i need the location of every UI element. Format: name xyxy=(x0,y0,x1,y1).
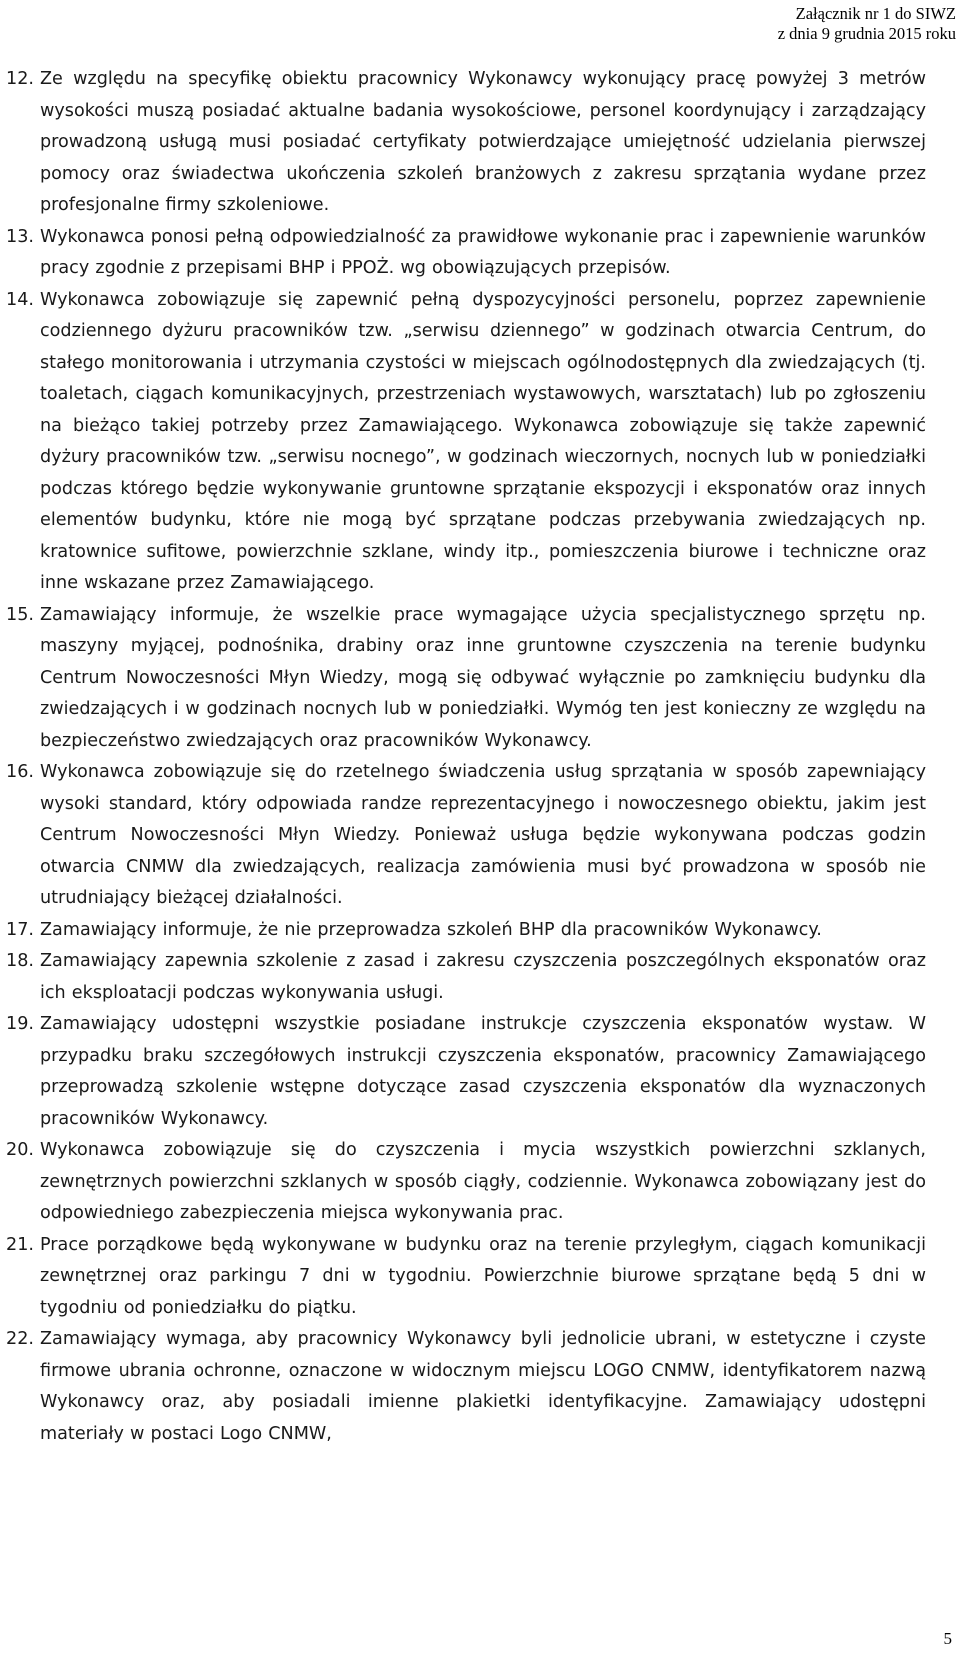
list-item-text: Ze względu na specyfikę obiektu pracownicy Wykonawcy wykonujący pracę powyżej 3 metrów wysokości muszą posiadać aktualne badania wysokościowe, personel koordynujący i zarządzający prowadzoną usługą musi posiadać certyfikaty potwierdzające umiejętność udzielania pierwszej pomocy oraz świadectwa ukończenia szkoleń branżowych z zakresu sprzątania wydane przez profesjonalne firmy szkoleniowe. xyxy=(40,69,926,215)
list-item-number: 12. xyxy=(6,69,34,89)
list-item xyxy=(6,1324,926,1450)
list-item xyxy=(6,1230,926,1325)
page-number: 5 xyxy=(943,1629,952,1648)
list-item xyxy=(6,915,926,947)
list-item-text: Zamawiający wymaga, aby pracownicy Wykonawcy byli jednolicie ubrani, w estetyczne i czyste firmowe ubrania ochronne, oznaczone w widocznym miejscu LOGO CNMW, identyfikatorem nazwą Wykonawcy oraz, aby posiadali imienne plakietki identyfikacyjne. Zamawiający udostępni materiały w postaci Logo CNMW, xyxy=(40,1329,926,1444)
list-item xyxy=(6,1135,926,1230)
list-item-text: Zamawiający informuje, że wszelkie prace wymagające użycia specjalistycznego sprzętu np. maszyny myjącej, podnośnika, drabiny oraz inne gruntowne czyszczenia na terenie budynku Centrum Nowoczesności Młyn Wiedzy, mogą się odbywać wyłącznie po zamknięciu budynku dla zwiedzających i w godzinach nocnych lub w poniedziałki. Wymóg ten jest konieczny ze względu na bezpieczeństwo zwiedzających oraz pracowników Wykonawcy. xyxy=(40,604,926,751)
list-item-text: Zamawiający zapewnia szkolenie z zasad i zakresu czyszczenia poszczególnych eksponatów oraz ich eksploatacji podczas wykonywania usługi. xyxy=(40,951,926,1003)
list-item xyxy=(6,222,926,285)
list-item xyxy=(6,64,926,222)
attachment-label: Załącznik nr 1 do SIWZ xyxy=(795,4,956,23)
list-item-number: 16. xyxy=(6,762,34,782)
list-item xyxy=(6,946,926,1009)
attachment-date: z dnia 9 grudnia 2015 roku xyxy=(777,24,956,43)
list-item xyxy=(6,285,926,600)
list-item-text: Zamawiający informuje, że nie przeprowadza szkoleń BHP dla pracowników Wykonawcy. xyxy=(40,919,822,940)
list-item-number: 13. xyxy=(6,226,34,247)
list-item-text: Wykonawca zobowiązuje się do czyszczenia i mycia wszystkich powierzchni szklanych, zewnętrznych powierzchni szklanych w sposób ciągły, codziennie. Wykonawca zobowiązany jest do odpowiedniego zabezpieczenia miejsca wykonywania prac. xyxy=(40,1140,926,1223)
list-item-text: Zamawiający udostępni wszystkie posiadane instrukcje czyszczenia eksponatów wystaw. W przypadku braku szczegółowych instrukcji czyszczenia eksponatów, pracownicy Zamawiającego przeprowadzą szkolenie wstępne dotyczące zasad czyszczenia eksponatów dla wyznaczonych pracowników Wykonawcy. xyxy=(40,1014,926,1129)
document-header xyxy=(778,4,956,44)
list-item-number: 20. xyxy=(6,1140,34,1160)
list-item-number: 19. xyxy=(6,1014,34,1034)
list-item-number: 21. xyxy=(6,1234,34,1255)
list-item-text: Wykonawca ponosi pełną odpowiedzialność za prawidłowe wykonanie prac i zapewnienie warunków pracy zgodnie z przepisami BHP i PPOŻ. wg obowiązujących przepisów. xyxy=(40,226,926,278)
list-item-text: Wykonawca zobowiązuje się do rzetelnego świadczenia usług sprzątania w sposób zapewniający wysoki standard, który odpowiada randze reprezentacyjnego i nowoczesnego obiektu, jakim jest Centrum Nowoczesności Młyn Wiedzy. Ponieważ usługa będzie wykonywana podczas godzin otwarcia CNMW dla zwiedzających, realizacja zamówienia musi być prowadzona w sposób nie utrudniający bieżącej działalności. xyxy=(40,762,926,908)
list-item-text: Wykonawca zobowiązuje się zapewnić pełną dyspozycyjności personelu, poprzez zapewnienie codziennego dyżuru pracowników tzw. „serwisu dziennego” w godzinach otwarcia Centrum, do stałego monitorowania i utrzymania czystości w miejscach ogólnodostępnych dla zwiedzających (tj. toaletach, ciągach komunikacyjnych, przestrzeniach wystawowych, warsztatach) lub po zgłoszeniu na bieżąco takiej potrzeby przez Zamawiającego. Wykonawca zobowiązuje się także zapewnić dyżury pracowników tzw. „serwisu nocnego”, w godzinach wieczornych, nocnych lub w poniedziałki podczas którego będzie wykonywanie gruntowne sprzątanie ekspozycji i eksponatów oraz innych elementów budynku, które nie mogą być sprzątane podczas przebywania zwiedzających np. kratownice sufitowe, powierzchnie szklane, windy itp., pomieszczenia biurowe i techniczne oraz inne wskazane przez Zamawiającego. xyxy=(40,289,926,593)
list-item-number: 14. xyxy=(6,289,34,310)
list-item xyxy=(6,757,926,915)
list-item xyxy=(6,600,926,758)
list-item-text: Prace porządkowe będą wykonywane w budynku oraz na terenie przyległym, ciągach komunikacji zewnętrznej oraz parkingu 7 dni w tygodniu. Powierzchnie biurowe sprzątane będą 5 dni w tygodniu od poniedziałku do piątku. xyxy=(40,1234,926,1318)
list-item xyxy=(6,1009,926,1135)
list-item-number: 17. xyxy=(6,919,34,940)
list-item-number: 15. xyxy=(6,604,34,625)
document-body xyxy=(6,64,926,1450)
list-item-number: 18. xyxy=(6,951,34,971)
list-item-number: 22. xyxy=(6,1329,34,1349)
